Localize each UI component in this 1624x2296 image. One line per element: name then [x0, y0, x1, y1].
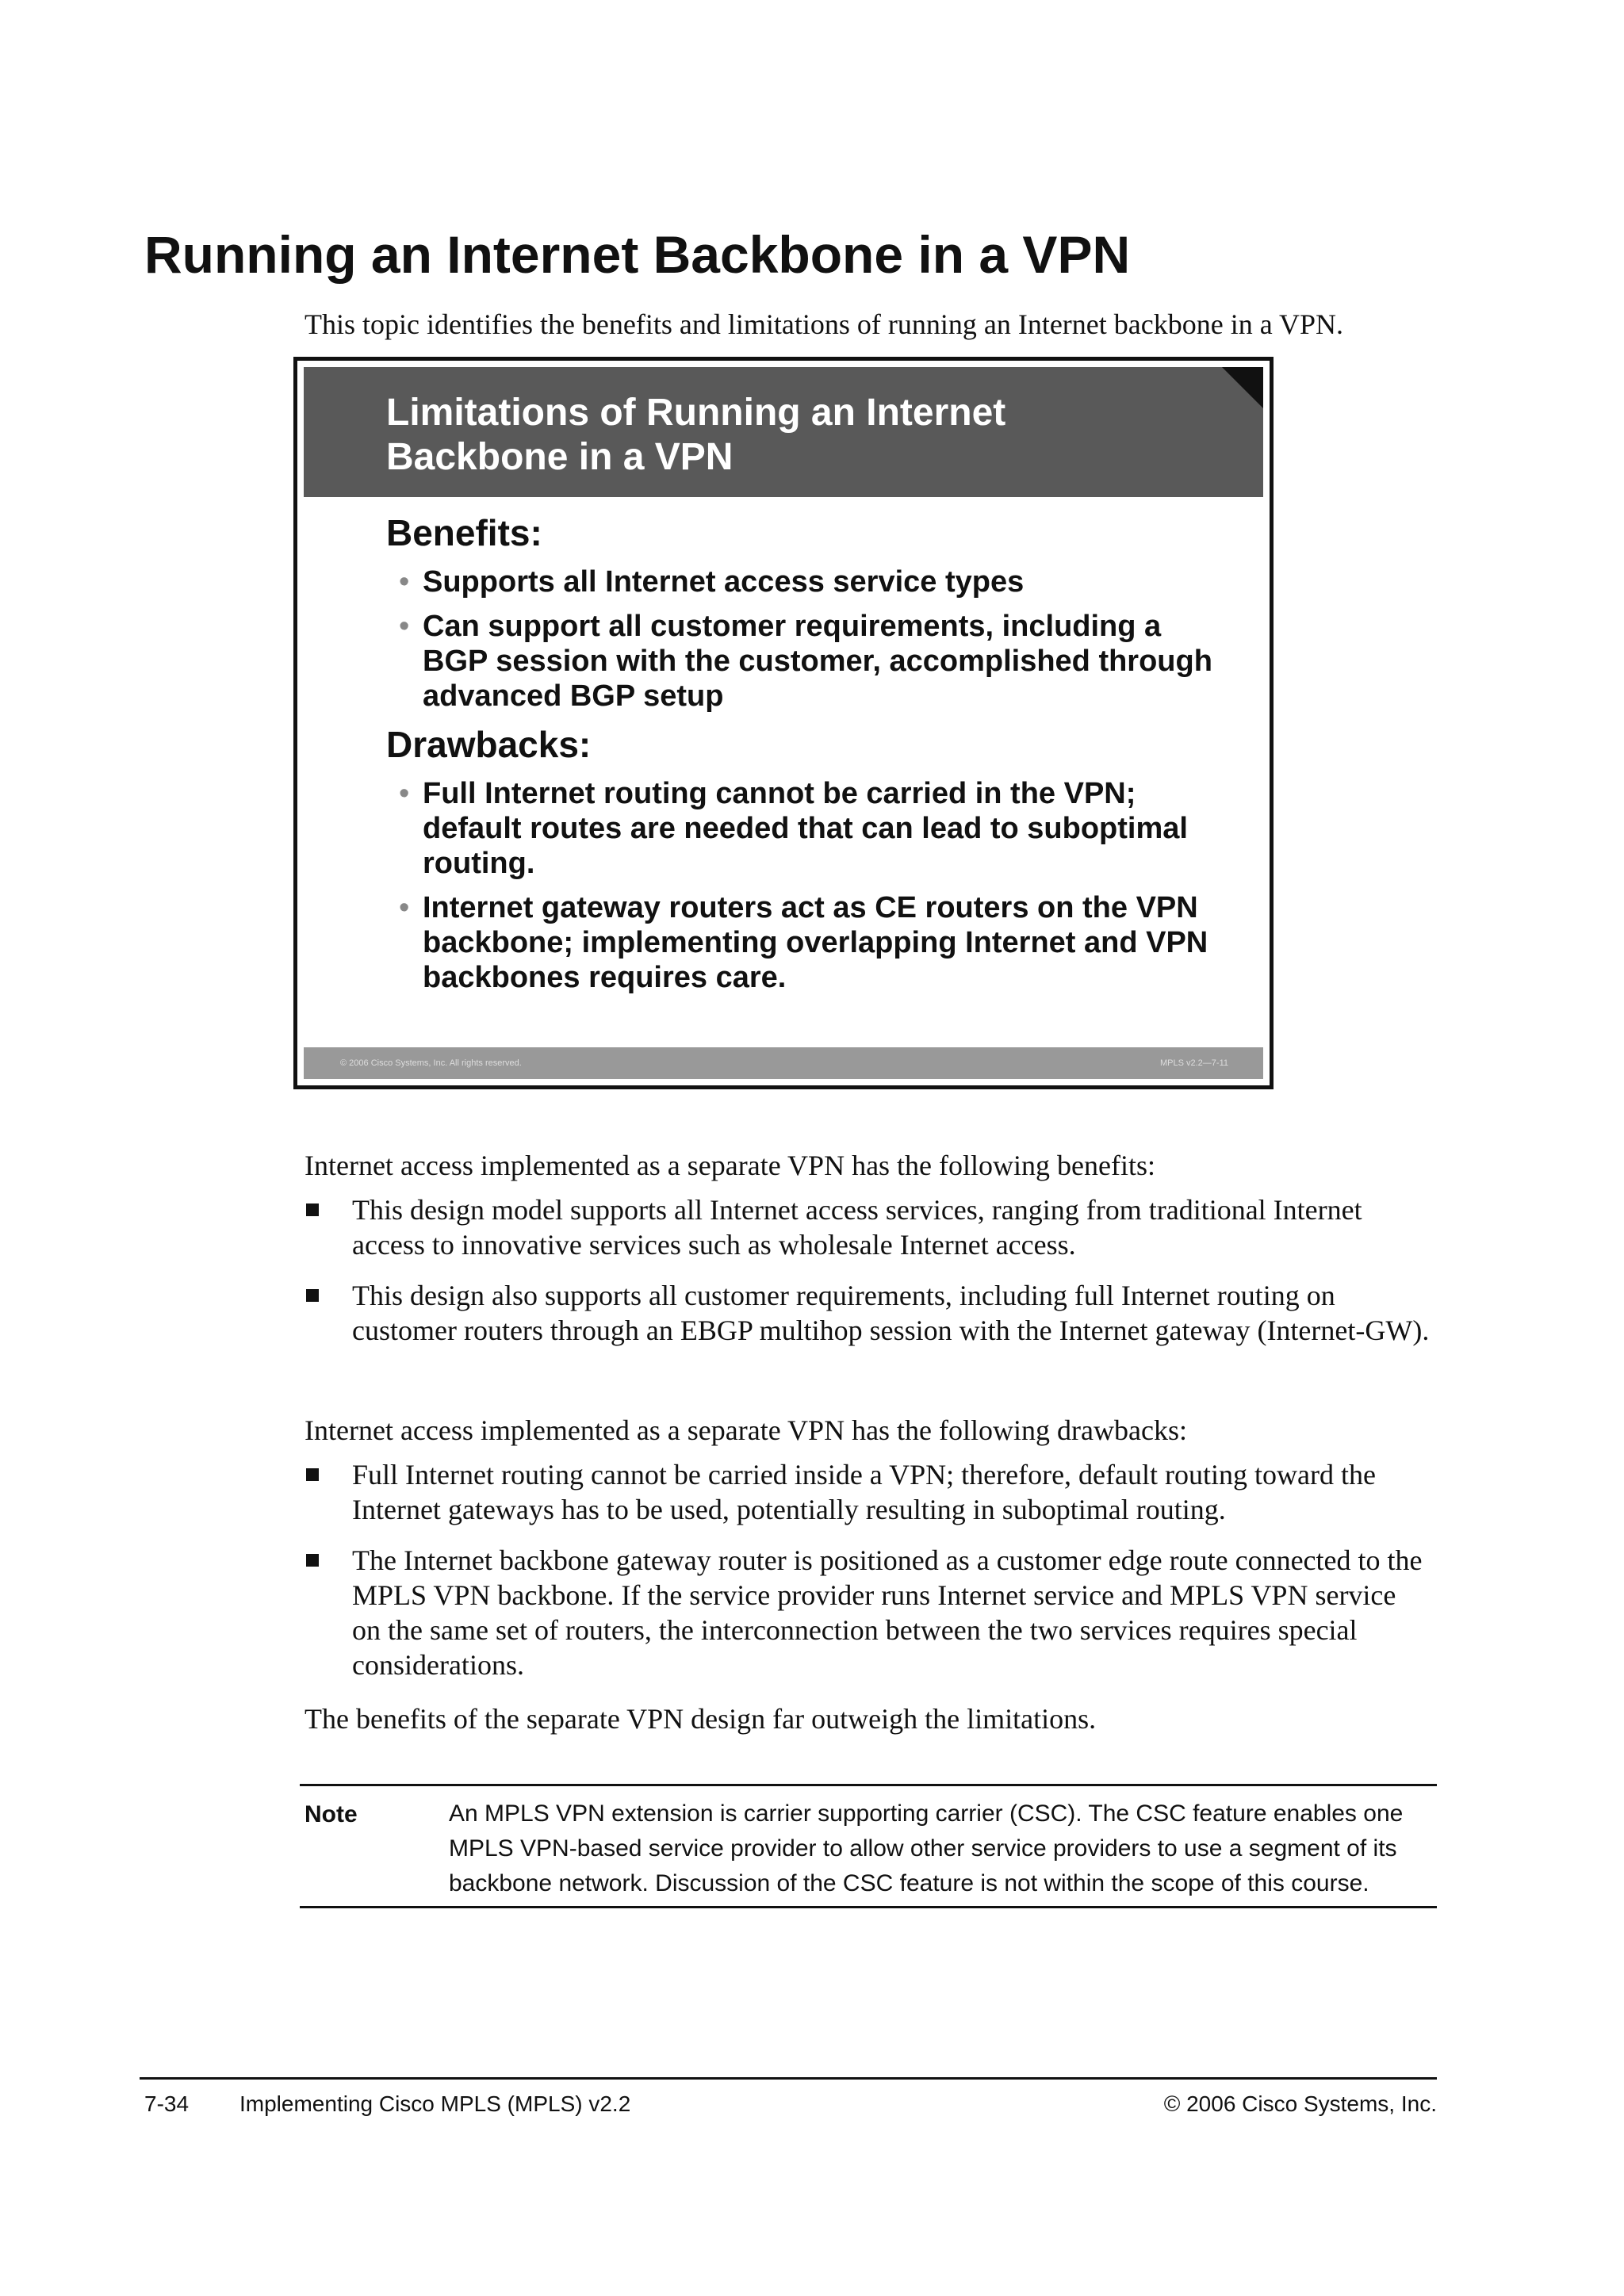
list-item: This design model supports all Internet access services, ranging from traditional Internet access to innovative services such as wholesale Internet access.: [304, 1192, 1431, 1262]
bullet-dot-icon: •: [399, 777, 410, 811]
footer-course-title: Implementing Cisco MPLS (MPLS) v2.2: [239, 2091, 631, 2116]
square-bullet-icon: [306, 1203, 319, 1216]
note-top-rule: [300, 1784, 1437, 1786]
bullet-dot-icon: •: [399, 565, 410, 599]
slide-footer: [304, 1047, 1263, 1079]
list-item: This design also supports all customer requirements, including full Internet routing on customer routers through an EBGP multihop session with the Internet gateway (Internet-GW).: [304, 1278, 1431, 1348]
page-title: Running an Internet Backbone in a VPN: [144, 225, 1131, 284]
benefits-intro: Internet access implemented as a separate VPN has the following benefits:: [304, 1150, 1155, 1181]
bullet-dot-icon: •: [399, 610, 410, 644]
drawbacks-intro: Internet access implemented as a separate VPN has the following drawbacks:: [304, 1414, 1187, 1446]
footer-page-number: 7-34: [144, 2091, 190, 2116]
drawbacks-list: [304, 1457, 1431, 1698]
slide-number: MPLS v2.2—7-11: [1159, 1058, 1228, 1068]
slide-figure: [293, 357, 1274, 1089]
square-bullet-icon: [306, 1468, 319, 1481]
slide-corner-mark: [1222, 367, 1263, 408]
square-bullet-icon: [306, 1289, 319, 1302]
intro-paragraph: This topic identifies the benefits and limitations of running an Internet backbone in a VPN.: [304, 308, 1344, 340]
note-text: An MPLS VPN extension is carrier supporting carrier (CSC). The CSC feature enables one MPLS VPN-based service provider to allow other service providers to use a segment of its backbone network. Discussion of the CSC feature is not within the scope of this course.: [449, 1800, 1404, 1896]
slide-list-item: • Can support all customer requirements, including a BGP session with the customer, accomplished through advanced BGP setup: [399, 610, 1212, 714]
slide-header: [304, 367, 1263, 497]
slide-benefits-heading: Benefits:: [386, 512, 542, 553]
list-item: Full Internet routing cannot be carried inside a VPN; therefore, default routing toward the Internet gateways has to be used, potentially resulting in suboptimal routing.: [304, 1457, 1431, 1527]
note-bottom-rule: [300, 1906, 1437, 1908]
slide-copyright: © 2006 Cisco Systems, Inc. All rights reserved.: [340, 1058, 522, 1068]
slide-drawbacks-heading: Drawbacks:: [386, 724, 592, 766]
slide-list-item: • Full Internet routing cannot be carried in the VPN; default routes are needed that can lead to suboptimal routing.: [399, 777, 1188, 881]
list-item: The Internet backbone gateway router is positioned as a customer edge route connected to the MPLS VPN backbone. If the service provider runs Internet service and MPLS VPN service on the same set of routers, the interconnection between the two services requires special considerations.: [304, 1543, 1431, 1682]
footer-rule: [140, 2077, 1437, 2080]
note-label: Note: [304, 1801, 358, 1827]
square-bullet-icon: [306, 1554, 319, 1567]
slide-list-item: • Supports all Internet access service types: [399, 565, 1025, 599]
slide-title: Limitations of Running an Internet Backbone in a VPN: [386, 392, 1006, 478]
footer-copyright: © 2006 Cisco Systems, Inc.: [1163, 2091, 1437, 2116]
conclusion: The benefits of the separate VPN design far outweigh the limitations.: [304, 1703, 1097, 1735]
slide-drawbacks-list: [386, 776, 1243, 995]
slide-list-item: • Internet gateway routers act as CE routers on the VPN backbone; implementing overlapping Internet and VPN backbones requires care.: [399, 891, 1208, 995]
benefits-list: [304, 1192, 1431, 1364]
slide-benefits-list: [386, 564, 1243, 714]
bullet-dot-icon: •: [399, 891, 410, 925]
slide-body: [386, 511, 1243, 1004]
